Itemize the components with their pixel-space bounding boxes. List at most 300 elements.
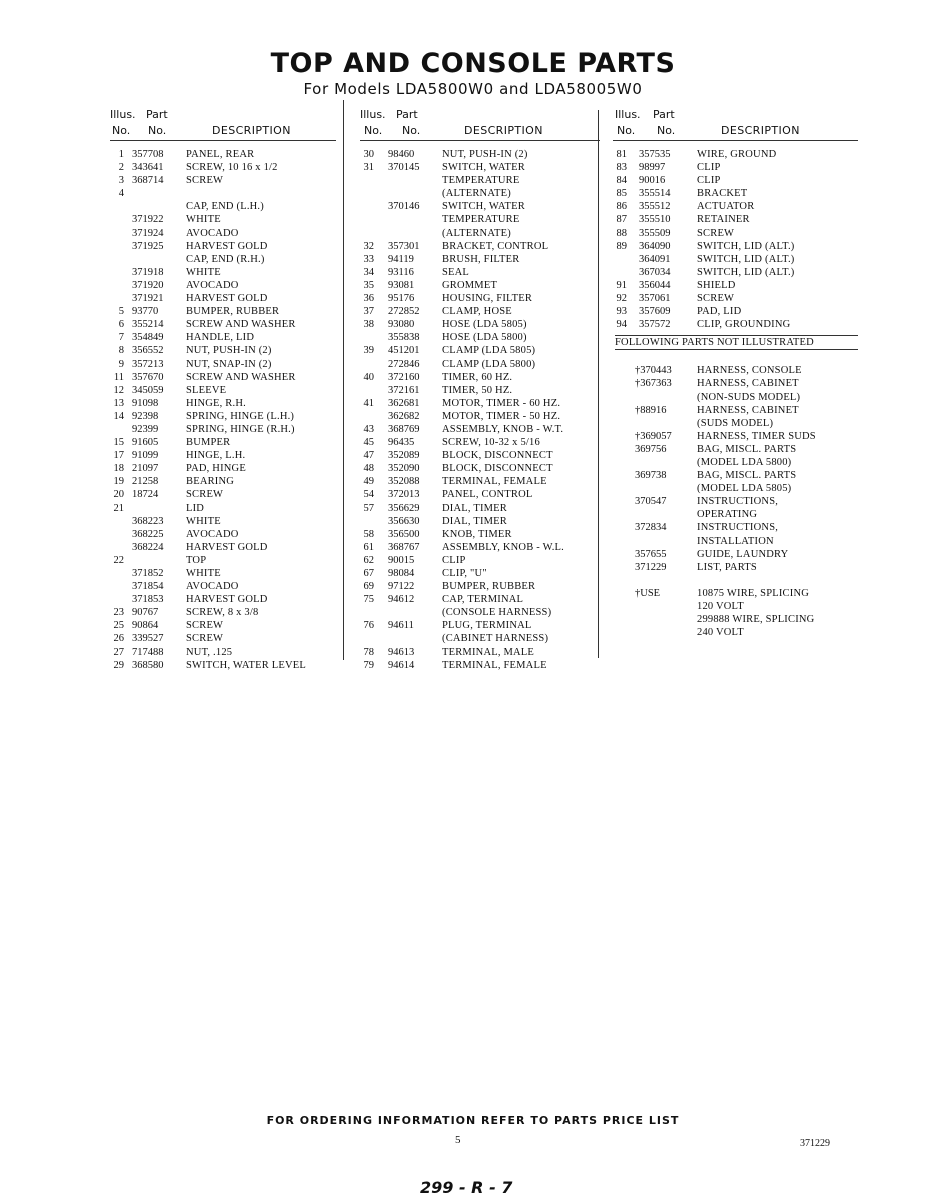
table-row (110, 646, 336, 659)
part-description: HARNESS, CONSOLE (697, 365, 802, 377)
part-number: 717488 (132, 646, 164, 658)
part-number: 356630 (388, 515, 420, 527)
table-row (360, 397, 600, 410)
part-number: 94611 (388, 620, 414, 632)
part-number: 98460 (388, 149, 415, 160)
header-description: DESCRIPTION (212, 124, 291, 137)
part-description: SLEEVE (186, 384, 227, 396)
table-row (110, 331, 336, 344)
part-number: 94612 (388, 594, 415, 606)
not-illustrated-heading: FOLLOWING PARTS NOT ILLUSTRATED (615, 335, 858, 350)
table-row (110, 541, 336, 554)
part-number: 21258 (132, 476, 159, 488)
part-number: 372834 (635, 522, 667, 534)
illus-number: 18 (113, 463, 124, 475)
part-description: BAG, MISCL. PARTS (697, 470, 797, 482)
illus-number: 88 (616, 227, 627, 239)
table-row (360, 606, 600, 619)
parts-rows (613, 148, 858, 331)
part-number: 368580 (132, 659, 164, 671)
part-number: 355510 (639, 214, 671, 226)
table-row (110, 449, 336, 462)
part-number: 357670 (132, 371, 164, 383)
illus-number: 32 (363, 240, 374, 252)
illus-number: 17 (113, 450, 124, 462)
part-description: 240 VOLT (697, 627, 744, 639)
part-number: 352088 (388, 476, 420, 488)
table-row (360, 515, 600, 528)
table-row (110, 200, 336, 213)
table-row (110, 253, 336, 266)
illus-number: 25 (113, 620, 124, 632)
illus-number: 62 (363, 554, 374, 566)
part-description: TERMINAL, FEMALE (442, 659, 547, 671)
illus-number: 94 (616, 319, 627, 331)
page-number: 5 (455, 1134, 461, 1146)
part-description: BUMPER, RUBBER (442, 581, 536, 593)
table-row (110, 397, 336, 410)
part-number: 354849 (132, 332, 164, 344)
part-number: 92399 (132, 423, 159, 435)
part-description: HINGE, L.H. (186, 450, 246, 462)
parts-rows (360, 148, 600, 672)
illus-number: 4 (118, 188, 124, 200)
illus-number: 9 (118, 358, 124, 370)
part-description: SCREW (186, 175, 224, 187)
illus-number: 81 (616, 149, 627, 160)
part-number: 368225 (132, 528, 164, 540)
table-row (360, 371, 600, 384)
header-part-no: No. (402, 124, 421, 137)
part-description: ACTUATOR (697, 201, 755, 213)
illus-number: 54 (363, 489, 374, 501)
part-description: BAG, MISCL. PARTS (697, 443, 797, 455)
part-number: 98997 (639, 162, 666, 174)
illus-number: 2 (118, 162, 124, 174)
illus-number: 13 (113, 397, 124, 409)
part-number: 364091 (639, 253, 671, 265)
part-description: TEMPERATURE (442, 214, 520, 226)
part-number: 368767 (388, 541, 420, 553)
table-row (110, 384, 336, 397)
table-row (110, 593, 336, 606)
parts-rows (110, 148, 336, 672)
part-description: PAD, HINGE (186, 463, 246, 475)
header-rule (613, 140, 858, 141)
part-number: 370146 (388, 201, 420, 213)
table-row (360, 488, 600, 501)
parts-column-1 (110, 106, 336, 672)
table-row (613, 391, 858, 404)
illus-number: 89 (616, 240, 627, 252)
illus-number: 26 (113, 633, 124, 645)
ordering-footer: FOR ORDERING INFORMATION REFER TO PARTS PRICE LIST (266, 1114, 680, 1127)
part-description: BUMPER (186, 437, 231, 449)
part-number: 98084 (388, 568, 415, 579)
header-part: Part (396, 108, 418, 121)
part-description: CLIP (697, 175, 721, 187)
not-illustrated-rows (613, 364, 858, 639)
table-row (613, 626, 858, 639)
table-row (110, 240, 336, 253)
part-description: BRACKET, CONTROL (442, 240, 549, 252)
illus-number: 84 (616, 175, 627, 187)
illus-number: 22 (113, 554, 124, 566)
table-row (613, 482, 858, 495)
table-row (613, 548, 858, 561)
part-number: 272852 (388, 306, 420, 318)
header-part: Part (146, 108, 168, 121)
part-description: SWITCH, LID (ALT.) (697, 266, 795, 278)
illus-number: 38 (363, 319, 374, 331)
part-description: CLIP, GROUNDING (697, 319, 791, 331)
part-number: 90767 (132, 607, 159, 619)
illus-number: 40 (363, 371, 374, 383)
table-row (110, 227, 336, 240)
part-description: SCREW (697, 227, 735, 239)
part-description: NUT, PUSH-IN (2) (442, 149, 528, 160)
table-row (613, 279, 858, 292)
part-description: GUIDE, LAUNDRY (697, 548, 789, 560)
part-description: SCREW AND WASHER (186, 319, 296, 331)
illus-number: 14 (113, 410, 124, 422)
illus-number: 7 (118, 332, 124, 344)
table-row (360, 227, 600, 240)
table-row (360, 358, 600, 371)
table-row (613, 292, 858, 305)
part-description: SCREW, 10 16 x 1/2 (186, 162, 278, 174)
table-row (110, 161, 336, 174)
table-row (613, 469, 858, 482)
part-number: 91098 (132, 397, 159, 409)
part-number: 368223 (132, 515, 164, 527)
part-description: ASSEMBLY, KNOB - W.L. (442, 541, 564, 553)
part-description: SEAL (442, 266, 470, 278)
illus-number: 33 (363, 253, 374, 265)
part-number: 368714 (132, 175, 164, 187)
table-row (360, 148, 600, 161)
part-description: CLAMP (LDA 5805) (442, 345, 536, 357)
part-number: †370443 (635, 365, 672, 377)
part-description: (SUDS MODEL) (697, 417, 774, 429)
part-description: (CABINET HARNESS) (442, 633, 549, 645)
part-description: CLAMP, HOSE (442, 306, 512, 318)
part-description: SCREW (186, 620, 224, 632)
part-description: SCREW (186, 489, 224, 501)
part-number: 94614 (388, 659, 415, 671)
part-number: 357213 (132, 358, 164, 370)
table-row (613, 253, 858, 266)
part-description: TEMPERATURE (442, 175, 520, 187)
part-description: HARNESS, CABINET (697, 378, 799, 390)
table-row (110, 266, 336, 279)
part-description: 10875 WIRE, SPLICING (697, 587, 810, 599)
illus-number: 30 (363, 149, 374, 160)
table-row (110, 580, 336, 593)
part-description: AVOCADO (186, 279, 239, 291)
part-description: GROMMET (442, 279, 498, 291)
part-description: CLIP (442, 554, 466, 566)
table-row (360, 200, 600, 213)
table-row (613, 266, 858, 279)
table-row (360, 593, 600, 606)
illus-number: 79 (363, 659, 374, 671)
part-number: 371920 (132, 279, 164, 291)
illus-number: 86 (616, 201, 627, 213)
table-row (360, 554, 600, 567)
illus-number: 45 (363, 437, 374, 449)
part-description: TERMINAL, MALE (442, 646, 535, 658)
part-number: 370145 (388, 162, 420, 174)
table-row (360, 161, 600, 174)
part-description: HANDLE, LID (186, 332, 255, 344)
part-description: TIMER, 50 HZ. (442, 384, 513, 396)
table-row (360, 213, 600, 226)
part-description: ASSEMBLY, KNOB - W.T. (442, 423, 564, 435)
table-row (613, 318, 858, 331)
illus-number: 47 (363, 450, 374, 462)
table-row (110, 358, 336, 371)
table-row (110, 213, 336, 226)
part-number: 371918 (132, 266, 164, 278)
part-description: CAP, END (L.H.) (186, 201, 264, 213)
table-row (110, 187, 336, 200)
table-row (110, 462, 336, 475)
part-number: 356044 (639, 279, 671, 291)
table-row (110, 554, 336, 567)
table-row (360, 279, 600, 292)
header-illus: Illus. (110, 108, 136, 121)
table-row (110, 436, 336, 449)
part-number: 357061 (639, 293, 671, 305)
table-row (613, 443, 858, 456)
illus-number: 36 (363, 293, 374, 305)
part-description: INSTRUCTIONS, (697, 522, 779, 534)
part-description: SWITCH, LID (ALT.) (697, 240, 795, 252)
table-row (360, 187, 600, 200)
column-header (110, 106, 336, 140)
header-rule (110, 140, 336, 141)
part-number: 371925 (132, 240, 164, 252)
part-description: CLAMP (LDA 5800) (442, 358, 536, 370)
illus-number: 58 (363, 528, 374, 540)
part-description: LID (186, 502, 205, 514)
part-description: HARVEST GOLD (186, 594, 268, 606)
table-row (110, 423, 336, 436)
illus-number: 5 (118, 306, 124, 318)
illus-number: 6 (118, 319, 124, 331)
part-description: CAP, END (R.H.) (186, 253, 265, 265)
illus-number: 43 (363, 423, 374, 435)
illus-number: 37 (363, 306, 374, 318)
part-number: 92398 (132, 410, 159, 422)
part-description: WHITE (186, 568, 221, 579)
part-number: 362681 (388, 397, 420, 409)
table-row (360, 567, 600, 580)
part-description: HOSE (LDA 5800) (442, 332, 527, 344)
column-header (613, 106, 858, 140)
part-description: AVOCADO (186, 528, 239, 540)
part-number: 339527 (132, 633, 164, 645)
part-number: †369057 (635, 430, 672, 442)
part-description: DIAL, TIMER (442, 502, 508, 514)
table-row (360, 646, 600, 659)
part-number: 368224 (132, 541, 164, 553)
part-description: NUT, SNAP-IN (2) (186, 358, 272, 370)
table-row (613, 240, 858, 253)
table-row (613, 417, 858, 430)
table-row (110, 659, 336, 672)
part-number: 355838 (388, 332, 420, 344)
part-number: 355214 (132, 319, 164, 331)
table-row (613, 227, 858, 240)
illus-number: 20 (113, 489, 124, 501)
illus-number: 48 (363, 463, 374, 475)
part-description: 120 VOLT (697, 601, 744, 612)
part-description: (MODEL LDA 5800) (697, 456, 792, 468)
part-description: WHITE (186, 515, 221, 527)
header-description: DESCRIPTION (721, 124, 800, 137)
table-row (613, 148, 858, 161)
illus-number: 69 (363, 581, 374, 593)
illus-number: 39 (363, 345, 374, 357)
header-part: Part (653, 108, 675, 121)
part-description: PANEL, REAR (186, 149, 255, 160)
illus-number: 34 (363, 266, 374, 278)
table-row (110, 619, 336, 632)
table-row (613, 535, 858, 548)
table-row (613, 213, 858, 226)
part-description: HOUSING, FILTER (442, 293, 533, 305)
illus-number: 85 (616, 188, 627, 200)
table-row (360, 502, 600, 515)
part-description: SWITCH, WATER (442, 201, 525, 213)
table-row (360, 632, 600, 645)
part-description: SCREW, 10-32 x 5/16 (442, 437, 540, 449)
part-number: 372013 (388, 489, 420, 501)
part-description: SHIELD (697, 279, 736, 291)
part-number: 352090 (388, 463, 420, 475)
illus-number: 31 (363, 162, 374, 174)
part-description: BRUSH, FILTER (442, 253, 520, 265)
table-row (110, 305, 336, 318)
part-number: 371921 (132, 293, 164, 305)
part-description: CAP, TERMINAL (442, 594, 524, 606)
part-description: SWITCH, WATER (442, 162, 525, 174)
illus-number: 78 (363, 646, 374, 658)
table-row (110, 279, 336, 292)
part-description: BRACKET (697, 188, 748, 200)
part-description: KNOB, TIMER (442, 528, 512, 540)
part-description: 299888 WIRE, SPLICING (697, 614, 815, 626)
table-row (360, 318, 600, 331)
part-description: SWITCH, LID (ALT.) (697, 253, 795, 265)
part-description: (CONSOLE HARNESS) (442, 607, 552, 619)
part-number: 272846 (388, 358, 420, 370)
table-row (613, 587, 858, 600)
part-description: HARVEST GOLD (186, 240, 268, 252)
part-description: PAD, LID (697, 306, 742, 318)
illus-number: 76 (363, 620, 374, 632)
illus-number: 8 (118, 345, 124, 357)
part-number: 355514 (639, 188, 671, 200)
part-description: INSTALLATION (697, 535, 774, 547)
table-row (110, 148, 336, 161)
part-description: SCREW (186, 633, 224, 645)
part-number: 370547 (635, 496, 667, 508)
table-row (360, 384, 600, 397)
part-description: TOP (186, 554, 207, 566)
table-row (110, 174, 336, 187)
part-number: 18724 (132, 489, 159, 501)
part-number: 356552 (132, 345, 164, 357)
illus-number: 61 (363, 541, 374, 553)
part-description: TERMINAL, FEMALE (442, 476, 547, 488)
document-number: 371229 (800, 1138, 830, 1149)
part-number: 357535 (639, 149, 671, 160)
part-number: 369738 (635, 470, 667, 482)
table-row (360, 449, 600, 462)
part-number: 21097 (132, 463, 159, 475)
part-number: 362682 (388, 410, 420, 422)
part-number: 367034 (639, 266, 671, 278)
table-row (360, 580, 600, 593)
table-row (613, 174, 858, 187)
header-illus-no: No. (364, 124, 383, 137)
page-title: TOP AND CONSOLE PARTS (270, 48, 676, 79)
table-row (360, 410, 600, 423)
page-subtitle: For Models LDA5800W0 and LDA58005W0 (303, 80, 643, 98)
illus-number: 41 (363, 397, 374, 409)
part-description: SPRING, HINGE (R.H.) (186, 423, 295, 435)
part-description: NUT, .125 (186, 646, 233, 658)
part-description: CLIP (697, 162, 721, 174)
part-description: (NON-SUDS MODEL) (697, 391, 801, 403)
header-illus-no: No. (112, 124, 131, 137)
table-row (110, 475, 336, 488)
header-illus-no: No. (617, 124, 636, 137)
part-description: BEARING (186, 476, 235, 488)
part-number: 93770 (132, 306, 159, 318)
part-description: MOTOR, TIMER - 50 HZ. (442, 410, 561, 422)
part-number: 90016 (639, 175, 666, 187)
part-description: BLOCK, DISCONNECT (442, 450, 553, 462)
illus-number: 21 (113, 502, 124, 514)
part-number: 356629 (388, 502, 420, 514)
illus-number: 1 (118, 149, 124, 160)
part-description: BUMPER, RUBBER (186, 306, 280, 318)
part-number: 93080 (388, 319, 415, 331)
part-number: 352089 (388, 450, 420, 462)
part-description: SCREW AND WASHER (186, 371, 296, 383)
table-row (360, 331, 600, 344)
part-description: (MODEL LDA 5805) (697, 483, 792, 495)
part-description: TIMER, 60 HZ. (442, 371, 513, 383)
table-row (360, 436, 600, 449)
illus-number: 19 (113, 476, 124, 488)
table-row (613, 613, 858, 626)
column-header (360, 106, 600, 140)
table-row (110, 488, 336, 501)
part-description: WHITE (186, 266, 221, 278)
part-description: SCREW, 8 x 3/8 (186, 607, 259, 619)
part-number: 357301 (388, 240, 420, 252)
part-number: 96435 (388, 437, 415, 449)
part-description: HARVEST GOLD (186, 293, 268, 305)
part-description: PANEL, CONTROL (442, 489, 533, 501)
part-number: 90864 (132, 620, 159, 632)
part-description: OPERATING (697, 509, 758, 521)
